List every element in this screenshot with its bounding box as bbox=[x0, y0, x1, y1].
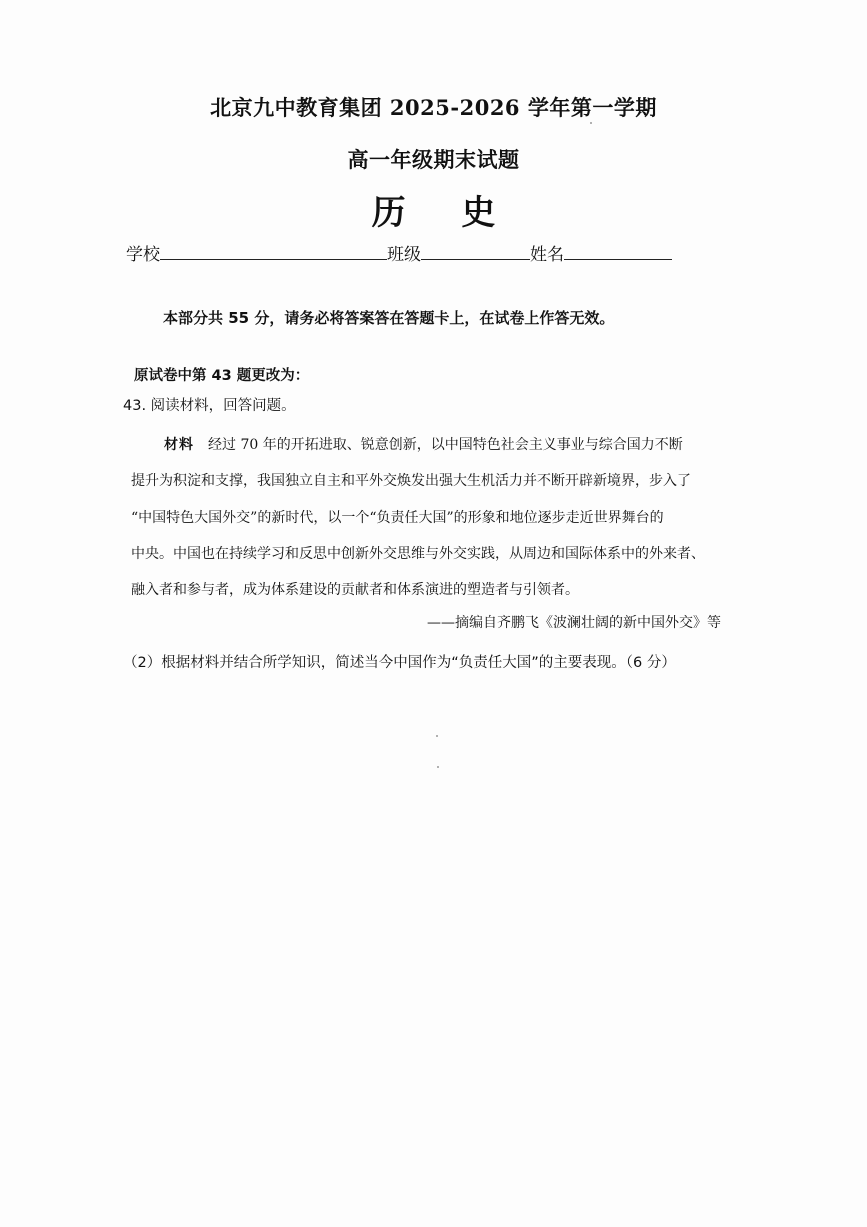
school-blank bbox=[160, 243, 387, 260]
school-label: 学校 bbox=[126, 245, 160, 265]
material-line: “中国特色大国外交”的新时代，以一个“负责任大国”的形象和地位逐步走近世界舞台的 bbox=[131, 509, 664, 526]
material-label: 材料 bbox=[164, 437, 194, 453]
exam-title: 北京九中教育集团 2025-2026 学年第一学期 bbox=[210, 95, 657, 120]
name-label: 姓名 bbox=[530, 245, 564, 265]
scan-speck bbox=[590, 122, 592, 124]
question-stem: 43. 阅读材料，回答问题。 bbox=[123, 398, 296, 414]
exam-subtitle: 高一年级期末试题 bbox=[347, 147, 520, 172]
material-line: 中央。中国也在持续学习和反思中创新外交思维与外交实践，从周边和国际体系中的外来者、 bbox=[131, 545, 705, 562]
name-blank bbox=[564, 243, 672, 260]
material-line bbox=[131, 427, 728, 463]
material-line: 提升为积淀和支撑，我国独立自主和平外交焕发出强大生机活力并不断开辟新境界，步入了 bbox=[131, 473, 691, 490]
subquestion-2: （2）根据材料并结合所学知识，简述当今中国作为“负责任大国”的主要表现。（6 分） bbox=[123, 655, 676, 671]
student-info-row bbox=[126, 240, 672, 265]
change-note: 原试卷中第 43 题更改为： bbox=[134, 368, 310, 384]
material-block bbox=[131, 427, 728, 608]
material-source: ——摘编自齐鹏飞《波澜壮阔的新中国外交》等 bbox=[427, 615, 721, 631]
class-label: 班级 bbox=[387, 245, 421, 265]
material-line: 融入者和参与者，成为体系建设的贡献者和体系演进的塑造者与引领者。 bbox=[131, 582, 579, 599]
exam-notice: 本部分共 55 分，请务必将答案答在答题卡上，在试卷上作答无效。 bbox=[163, 309, 615, 327]
scan-speck bbox=[436, 735, 438, 737]
material-text: 经过 70 年的开拓进取、锐意创新，以中国特色社会主义事业与综合国力不断 bbox=[208, 437, 683, 453]
subject-title: 历 史 bbox=[371, 193, 518, 233]
scan-speck bbox=[437, 766, 439, 768]
class-blank bbox=[421, 243, 530, 260]
